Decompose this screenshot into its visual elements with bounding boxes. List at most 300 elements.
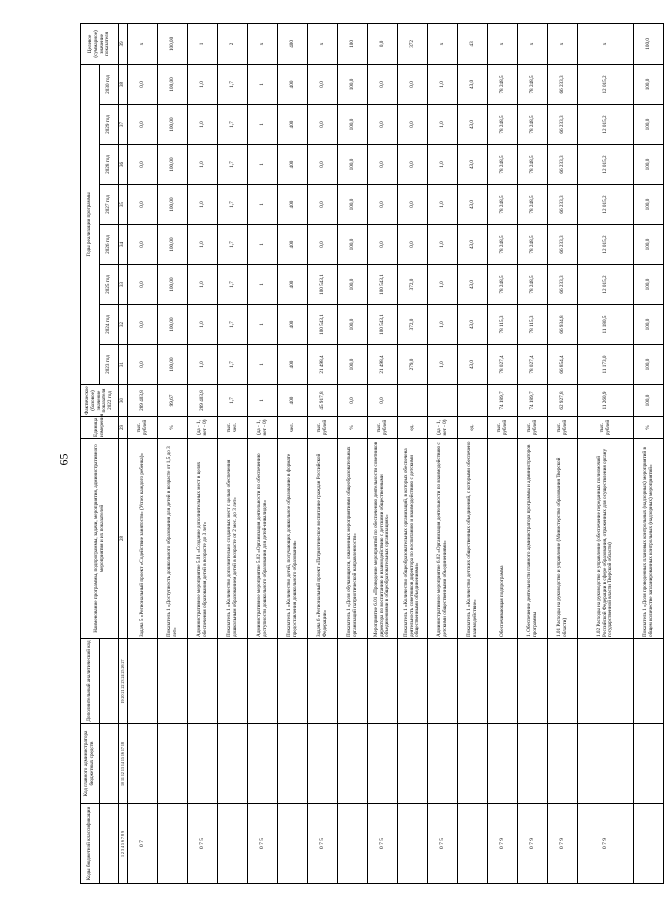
row-year-value: 400 xyxy=(278,305,308,345)
row-name: Задача 5 «Региональный проект «Содействие занятости» (Успех каждого ребенка)» xyxy=(128,439,158,639)
row-year-value: 1,0 xyxy=(188,265,218,305)
row-year-value: 1 xyxy=(248,225,278,265)
row-base-value: 74 189,7 xyxy=(488,385,518,417)
row-budget-code xyxy=(338,804,368,884)
row-name: Показатель 1 «Количество детей, получающих дошкольное образование в формате предоставления дошкольного образования» xyxy=(278,439,308,639)
row-year-value: 100,0 xyxy=(634,145,664,185)
row-year-value: 43,0 xyxy=(458,265,488,305)
column-number: 24 xyxy=(119,674,125,679)
row-year-value: 0,0 xyxy=(128,265,158,305)
row-year-value: 1,7 xyxy=(218,225,248,265)
row-year-value: 100,00 xyxy=(158,105,188,145)
row-year-value: 1 xyxy=(248,145,278,185)
row-admin-code xyxy=(158,724,188,804)
row-year-value: 400 xyxy=(278,64,308,104)
row-final-value: 100 xyxy=(338,23,368,64)
row-year-value: 1,7 xyxy=(218,345,248,385)
row-admin-code xyxy=(188,724,218,804)
row-final-value: x xyxy=(548,23,578,64)
column-number: 8 xyxy=(119,834,125,836)
row-admin-code xyxy=(428,724,458,804)
row-budget-code xyxy=(278,804,308,884)
header-analytic-code: Дополнительный аналитический код xyxy=(81,639,100,724)
row-unit: ед. xyxy=(398,417,428,439)
row-year-value: 0,0 xyxy=(128,185,158,225)
header-spacer xyxy=(100,804,119,884)
row-year-value: 400 xyxy=(278,225,308,265)
row-year-value: 1,7 xyxy=(218,105,248,145)
row-year-value: 12 015,2 xyxy=(578,105,634,145)
row-unit: % xyxy=(338,417,368,439)
row-admin-code xyxy=(128,724,158,804)
table-row xyxy=(634,23,664,883)
row-budget-code xyxy=(398,804,428,884)
row-year-value: 0,0 xyxy=(308,145,338,185)
row-year-value: 1,0 xyxy=(428,64,458,104)
row-year-value: 43,0 xyxy=(458,185,488,225)
row-year-value: 21 498,4 xyxy=(308,345,338,385)
row-base-value: 62 927,8 xyxy=(548,385,578,417)
row-unit: тыс. рублей xyxy=(518,417,548,439)
row-unit: тыс. чел. xyxy=(218,417,248,439)
row-year-value: 100,00 xyxy=(158,64,188,104)
column-number: 21 xyxy=(119,689,125,694)
row-year-value: 66 233,3 xyxy=(548,185,578,225)
row-unit: тыс. рублей xyxy=(578,417,634,439)
row-year-value: 21 498,4 xyxy=(368,345,398,385)
row-year-value: 1,7 xyxy=(218,145,248,185)
column-number: 20 xyxy=(119,694,125,699)
row-year-value: 1 xyxy=(248,64,278,104)
row-year-value: 1,7 xyxy=(218,185,248,225)
row-base-value xyxy=(398,385,428,417)
row-final-value: x xyxy=(518,23,548,64)
row-unit: (да - 1, нет - 0) xyxy=(188,417,218,439)
row-year-value: 43,0 xyxy=(458,305,488,345)
row-budget-code xyxy=(218,804,248,884)
row-year-value: 78 248,5 xyxy=(488,185,518,225)
header-unit: Единица измерения xyxy=(81,417,119,439)
row-year-value: 12 015,2 xyxy=(578,225,634,265)
row-year-value: 100,0 xyxy=(634,305,664,345)
table-row xyxy=(308,23,338,883)
row-final-value: 372 xyxy=(398,23,428,64)
row-base-value: 1 xyxy=(248,385,278,417)
row-year-value: 400 xyxy=(278,145,308,185)
row-year-value: 0,0 xyxy=(398,185,428,225)
row-year-value: 100,0 xyxy=(338,345,368,385)
row-admin-code xyxy=(578,724,634,804)
row-base-value: 45 917,8 xyxy=(308,385,338,417)
row-unit: (да - 1, нет - 0) xyxy=(248,417,278,439)
column-number: 37 xyxy=(119,105,128,145)
row-year-value: 1,0 xyxy=(188,345,218,385)
row-year-value: 1,0 xyxy=(428,225,458,265)
header-period: Годы реализации программы xyxy=(81,64,100,384)
row-budget-code: 0 7 9 xyxy=(518,804,548,884)
row-unit: % xyxy=(634,417,664,439)
row-year-value: 100,0 xyxy=(338,265,368,305)
row-year-value: 1,0 xyxy=(188,225,218,265)
table-row xyxy=(578,23,634,883)
row-year-value: 100,0 xyxy=(634,64,664,104)
row-year-value: 1 xyxy=(248,305,278,345)
row-year-value: 279,0 xyxy=(398,345,428,385)
row-year-value: 0,0 xyxy=(368,145,398,185)
row-budget-code: 0 7 5 xyxy=(428,804,458,884)
row-year-value: 400 xyxy=(278,265,308,305)
row-budget-code: 0 7 5 xyxy=(248,804,278,884)
header-admin-code: Код главного администратора бюджетных средств xyxy=(81,724,100,804)
row-year-value: 0,0 xyxy=(308,105,338,145)
row-year-value: 1,0 xyxy=(428,145,458,185)
row-analytic-code xyxy=(218,639,248,724)
row-unit: тыс. рублей xyxy=(488,417,518,439)
row-base-value: 400 xyxy=(278,385,308,417)
row-admin-code xyxy=(634,724,664,804)
row-base-value: 289 403,8 xyxy=(188,385,218,417)
row-year-value: 400 xyxy=(278,345,308,385)
row-final-value: x xyxy=(428,23,458,64)
row-year-value: 0,0 xyxy=(308,64,338,104)
column-number: 22 xyxy=(119,684,125,689)
row-year-value: 43,0 xyxy=(458,345,488,385)
row-year-value: 1 xyxy=(248,185,278,225)
column-number: 15 xyxy=(119,757,125,762)
header-spacer xyxy=(100,639,119,724)
row-year-value: 12 015,2 xyxy=(578,185,634,225)
row-year-value: 78 248,5 xyxy=(488,225,518,265)
table-row xyxy=(368,23,398,883)
rotated-table-container xyxy=(80,24,654,884)
row-year-value: 1,0 xyxy=(428,265,458,305)
colnum-codes-3 xyxy=(119,639,128,724)
column-number: 32 xyxy=(119,305,128,345)
year-header: 2025 год xyxy=(100,265,119,305)
column-number: 10 xyxy=(119,781,125,786)
row-year-value: 12 015,2 xyxy=(578,265,634,305)
row-year-value: 0,0 xyxy=(308,225,338,265)
row-year-value: 100,00 xyxy=(158,345,188,385)
column-number: 30 xyxy=(119,385,128,417)
row-base-value: 11 260,9 xyxy=(578,385,634,417)
row-final-value: 100,0 xyxy=(634,23,664,64)
row-year-value: 100,0 xyxy=(338,64,368,104)
row-year-value: 1,0 xyxy=(428,185,458,225)
row-final-value: x xyxy=(128,23,158,64)
row-year-value: 78 248,5 xyxy=(488,105,518,145)
row-year-value: 1,0 xyxy=(428,105,458,145)
table-row xyxy=(128,23,158,883)
row-name: Показатель 1 «Количество детских общественных объединений, с которыми обеспечено взаимодействие» xyxy=(458,439,488,639)
row-year-value: 100,0 xyxy=(634,345,664,385)
row-analytic-code xyxy=(158,639,188,724)
row-budget-code: 0 7 9 xyxy=(578,804,634,884)
table-row xyxy=(278,23,308,883)
column-number: 6 xyxy=(119,840,125,842)
row-year-value: 400 xyxy=(278,185,308,225)
row-year-value: 0,0 xyxy=(128,145,158,185)
row-analytic-code xyxy=(458,639,488,724)
row-year-value: 78 248,5 xyxy=(518,225,548,265)
row-year-value: 0,0 xyxy=(368,185,398,225)
row-budget-code xyxy=(634,804,664,884)
row-year-value: 100,00 xyxy=(158,225,188,265)
row-year-value: 1,0 xyxy=(428,345,458,385)
row-final-value: x xyxy=(248,23,278,64)
row-admin-code xyxy=(518,724,548,804)
row-analytic-code xyxy=(578,639,634,724)
row-year-value: 0,0 xyxy=(308,185,338,225)
row-year-value: 372,0 xyxy=(398,265,428,305)
column-number: 39 xyxy=(119,23,128,64)
row-unit: тыс. рублей xyxy=(128,417,158,439)
row-year-value: 43,0 xyxy=(458,225,488,265)
row-year-value: 1,0 xyxy=(188,185,218,225)
row-year-value: 43,0 xyxy=(458,105,488,145)
row-admin-code xyxy=(458,724,488,804)
header-spacer xyxy=(100,724,119,804)
row-final-value: 0,0 xyxy=(368,23,398,64)
row-base-value xyxy=(458,385,488,417)
row-budget-code: 0 7 9 xyxy=(548,804,578,884)
row-base-value: 74 189,7 xyxy=(518,385,548,417)
row-admin-code xyxy=(278,724,308,804)
year-header: 2030 год xyxy=(100,64,119,104)
year-header: 2026 год xyxy=(100,225,119,265)
row-year-value: 12 015,2 xyxy=(578,64,634,104)
row-name: Административное мероприятие 5.02 «Организация деятельности по обеспечению доступности дошкольного образования для детей-инвалидов» xyxy=(248,439,278,639)
row-year-value: 100,0 xyxy=(338,185,368,225)
row-year-value: 1,0 xyxy=(188,305,218,345)
row-year-value: 78 248,5 xyxy=(518,265,548,305)
row-year-value: 11 173,0 xyxy=(578,345,634,385)
row-year-value: 66 854,4 xyxy=(548,345,578,385)
row-year-value: 43,0 xyxy=(458,64,488,104)
row-analytic-code xyxy=(308,639,338,724)
header-name: Наименование программы, подпрограммы, задачи, мероприятия, административного мероприятия и их показателей xyxy=(81,439,119,639)
column-number: 1 xyxy=(119,855,125,857)
row-unit: тыс. рублей xyxy=(368,417,398,439)
row-year-value: 0,0 xyxy=(368,64,398,104)
row-name: Мероприятие 6.01 «Проведение мероприятий по обеспечению деятельности советников директора по воспитанию и взаимодействию с детскими общественными объединениями в общеобразовательных организациях» xyxy=(368,439,398,639)
table-row xyxy=(518,23,548,883)
column-number: 12 xyxy=(119,772,125,777)
row-year-value: 100 543,1 xyxy=(368,305,398,345)
row-year-value: 100,0 xyxy=(634,265,664,305)
row-year-value: 1,0 xyxy=(188,145,218,185)
colnum-codes-1 xyxy=(119,804,128,884)
row-year-value: 0,0 xyxy=(128,225,158,265)
row-name: 1.01 Расходы на руководство и управление (Министерство образования Тверской области) xyxy=(548,439,578,639)
row-year-value: 78 248,5 xyxy=(488,145,518,185)
row-final-value: 43 xyxy=(458,23,488,64)
row-admin-code xyxy=(548,724,578,804)
row-year-value: 1,7 xyxy=(218,305,248,345)
row-analytic-code xyxy=(398,639,428,724)
row-year-value: 11 180,5 xyxy=(578,305,634,345)
column-number: 3 xyxy=(119,849,125,851)
row-year-value: 100,0 xyxy=(634,225,664,265)
column-number: 4 xyxy=(119,846,125,848)
row-year-value: 78 248,5 xyxy=(518,105,548,145)
row-admin-code xyxy=(368,724,398,804)
page-number: 65 xyxy=(56,453,71,466)
row-budget-code: 0 7 5 xyxy=(308,804,338,884)
table-row xyxy=(398,23,428,883)
row-year-value: 100,00 xyxy=(158,305,188,345)
row-unit: ед. xyxy=(458,417,488,439)
table-row xyxy=(428,23,458,883)
row-year-value: 78 027,4 xyxy=(518,345,548,385)
row-analytic-code xyxy=(428,639,458,724)
row-analytic-code xyxy=(518,639,548,724)
row-year-value: 66 233,3 xyxy=(548,225,578,265)
year-header: 2024 год xyxy=(100,305,119,345)
column-number: 9 xyxy=(119,831,125,833)
row-year-value: 0,0 xyxy=(128,105,158,145)
row-year-value: 0,0 xyxy=(398,225,428,265)
row-analytic-code xyxy=(278,639,308,724)
year-header: 2027 год xyxy=(100,185,119,225)
row-unit: (да - 1, нет - 0) xyxy=(428,417,458,439)
row-name: Показатель 1 «Доля проведенных плановых контрольных (надзорных) мероприятий в общем количестве запланированных контрольных (надзорных) мероприятий» xyxy=(634,439,664,639)
row-year-value: 12 015,2 xyxy=(578,145,634,185)
column-number: 13 xyxy=(119,767,125,772)
table-row xyxy=(338,23,368,883)
row-base-value xyxy=(428,385,458,417)
year-header: 2023 год xyxy=(100,345,119,385)
row-admin-code xyxy=(338,724,368,804)
table-row xyxy=(488,23,518,883)
row-analytic-code xyxy=(188,639,218,724)
row-year-value: 78 027,4 xyxy=(488,345,518,385)
table-row xyxy=(548,23,578,883)
row-analytic-code xyxy=(488,639,518,724)
column-number: 26 xyxy=(119,664,125,669)
row-final-value: x xyxy=(488,23,518,64)
program-table xyxy=(80,23,664,884)
row-name: Показатель 1 «Количество общеобразовательных организаций, в которых обеспечена деятельность советников директора по воспитанию и взаимодействию с детскими общественными объединениями» xyxy=(398,439,428,639)
row-analytic-code xyxy=(338,639,368,724)
column-number: 28 xyxy=(119,439,128,639)
row-year-value: 78 248,5 xyxy=(488,64,518,104)
row-base-value: 100,0 xyxy=(634,385,664,417)
row-year-value: 100 543,1 xyxy=(308,265,338,305)
table-row xyxy=(218,23,248,883)
header-final: Целевое (суммарное) значение показателя xyxy=(81,23,119,64)
column-number: 23 xyxy=(119,679,125,684)
row-name: Показатель 1 «Доля обучающихся, охваченных мероприятиями общеобразовательных организаций патриотической направленности» xyxy=(338,439,368,639)
table-row xyxy=(458,23,488,883)
row-name: 1.02 Расходы на руководство и управление (обеспечение переданных полномочий Российской Федерации в сфере образования, отраженных для осуществления органу государственной власти Тверской области) xyxy=(578,439,634,639)
row-final-value: 2 xyxy=(218,23,248,64)
row-budget-code: 0 7 xyxy=(128,804,158,884)
row-year-value: 1,0 xyxy=(428,305,458,345)
row-budget-code xyxy=(158,804,188,884)
row-analytic-code xyxy=(548,639,578,724)
table-row xyxy=(158,23,188,883)
row-admin-code xyxy=(218,724,248,804)
column-number: 17 xyxy=(119,747,125,752)
table-row xyxy=(248,23,278,883)
row-name: Административное мероприятие 5.01 «Создание дополнительных мест в целях обеспечения образования детей в возрасте до 3 лет» xyxy=(188,439,218,639)
year-header: 2028 год xyxy=(100,145,119,185)
row-year-value: 100,0 xyxy=(634,105,664,145)
row-analytic-code xyxy=(128,639,158,724)
row-base-value: 0,0 xyxy=(368,385,398,417)
row-analytic-code xyxy=(368,639,398,724)
column-number: 27 xyxy=(119,659,125,664)
row-final-value: 400 xyxy=(278,23,308,64)
row-base-value: 0,0 xyxy=(338,385,368,417)
row-year-value: 1,0 xyxy=(188,105,218,145)
row-unit: чел. xyxy=(278,417,308,439)
column-number: 5 xyxy=(119,843,125,845)
row-year-value: 78 248,5 xyxy=(518,145,548,185)
row-year-value: 66 233,3 xyxy=(548,145,578,185)
row-year-value: 1 xyxy=(248,345,278,385)
row-year-value: 43,0 xyxy=(458,145,488,185)
column-number: 36 xyxy=(119,145,128,185)
row-year-value: 0,0 xyxy=(128,345,158,385)
row-base-value: 289 403,8 xyxy=(128,385,158,417)
row-year-value: 100,0 xyxy=(338,305,368,345)
row-year-value: 0,0 xyxy=(368,225,398,265)
row-year-value: 100,00 xyxy=(158,265,188,305)
row-year-value: 100,00 xyxy=(158,145,188,185)
row-unit: тыс. рублей xyxy=(308,417,338,439)
column-number: 31 xyxy=(119,345,128,385)
row-year-value: 78 248,5 xyxy=(488,265,518,305)
row-year-value: 100,00 xyxy=(158,185,188,225)
column-number: 19 xyxy=(119,699,125,704)
column-number: 25 xyxy=(119,669,125,674)
row-year-value: 78 248,5 xyxy=(518,64,548,104)
column-number: 33 xyxy=(119,265,128,305)
row-final-value: 1 xyxy=(188,23,218,64)
row-year-value: 78 115,3 xyxy=(488,305,518,345)
column-number: 18 xyxy=(119,742,125,747)
column-number-row xyxy=(119,23,128,883)
row-unit: % xyxy=(158,417,188,439)
row-year-value: 0,0 xyxy=(368,105,398,145)
row-admin-code xyxy=(398,724,428,804)
row-admin-code xyxy=(488,724,518,804)
column-number: 11 xyxy=(119,777,125,781)
row-year-value: 78 248,5 xyxy=(518,185,548,225)
row-year-value: 100,0 xyxy=(634,185,664,225)
row-year-value: 0,0 xyxy=(398,64,428,104)
row-budget-code: 0 7 5 xyxy=(188,804,218,884)
column-number: 34 xyxy=(119,225,128,265)
header-base: Фактическое (базовое) значение показателя 2022 год xyxy=(81,385,119,417)
row-year-value: 0,0 xyxy=(128,64,158,104)
row-unit: тыс. рублей xyxy=(548,417,578,439)
column-number: 16 xyxy=(119,752,125,757)
year-header: 2029 год xyxy=(100,105,119,145)
row-year-value: 66 233,3 xyxy=(548,105,578,145)
row-budget-code: 0 7 5 xyxy=(368,804,398,884)
row-year-value: 400 xyxy=(278,105,308,145)
row-final-value: 100,00 xyxy=(158,23,188,64)
row-name: Показатель 1 «Количество дополнительно созданных мест с целью обеспечения дошкольным образованием детей в возрасте от 2 мес. до 3 лет» xyxy=(218,439,248,639)
row-base-value: 1,7 xyxy=(218,385,248,417)
row-year-value: 1 xyxy=(248,105,278,145)
column-number: 29 xyxy=(119,417,128,439)
row-year-value: 100,0 xyxy=(338,225,368,265)
column-number: 35 xyxy=(119,185,128,225)
